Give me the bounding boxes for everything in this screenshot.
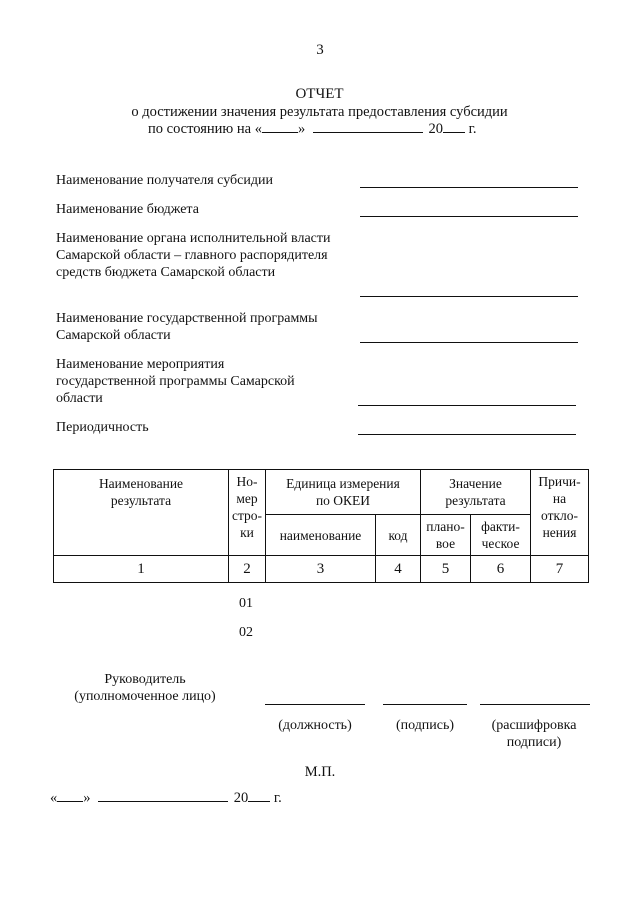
authority-label: Наименование органа исполнительной власти Самарской области – главного распорядителя средств бюджета Самарской области (56, 231, 331, 280)
position-blank[interactable] (265, 704, 365, 705)
date-year-blank[interactable] (248, 801, 270, 802)
state-year: 20 (428, 121, 443, 137)
date-close: » (83, 790, 91, 806)
recipient-blank[interactable] (360, 187, 578, 188)
position-caption: (должность) (278, 718, 352, 733)
program-label: Наименование государственной программы Самарской области (56, 311, 318, 343)
state-month-blank[interactable] (313, 132, 423, 133)
measure-label: Наименование мероприятия государственной программы Самарской области (56, 357, 295, 406)
header-row-number: Но-мер стро-ки (229, 470, 266, 556)
header-reason: Причи-на откло-нения (531, 470, 589, 556)
column-number: 6 (471, 556, 531, 583)
budget-label: Наименование бюджета (56, 202, 199, 217)
sign-date-line (50, 790, 282, 807)
recipient-label: Наименование получателя субсидии (56, 173, 273, 188)
head-sub-label: (уполномоченное лицо) (74, 689, 216, 704)
column-number: 3 (266, 556, 376, 583)
column-number: 5 (421, 556, 471, 583)
date-suffix: г. (273, 790, 282, 806)
state-prefix: по состоянию на « (148, 121, 262, 137)
column-number: 7 (531, 556, 589, 583)
date-month-blank[interactable] (98, 801, 228, 802)
state-year-blank[interactable] (443, 132, 465, 133)
state-day-blank[interactable] (262, 132, 298, 133)
results-table (53, 469, 589, 583)
header-value: Значение результата (421, 470, 531, 515)
report-date-line (148, 121, 477, 138)
program-blank[interactable] (360, 342, 578, 343)
measure-blank[interactable] (358, 405, 576, 406)
header-result-name: Наименование результата (54, 470, 229, 556)
column-number: 1 (54, 556, 229, 583)
header-unit: Единица измерения по ОКЕИ (266, 470, 421, 515)
header-actual: факти-ческое (471, 515, 531, 556)
periodicity-label: Периодичность (56, 420, 149, 435)
date-year: 20 (233, 790, 249, 806)
row-code: 02 (239, 625, 253, 640)
head-label: Руководитель (104, 672, 186, 687)
date-open: « (50, 790, 58, 806)
header-unit-code: код (376, 515, 421, 556)
decoding-caption: (расшифровка подписи) (491, 718, 577, 750)
state-suffix: г. (468, 121, 477, 137)
decoding-blank[interactable] (480, 704, 590, 705)
signature-caption: (подпись) (395, 718, 455, 733)
date-day-blank[interactable] (57, 801, 83, 802)
report-subtitle: о достижении значения результата предоставления субсидии (131, 104, 508, 120)
signature-blank[interactable] (383, 704, 467, 705)
state-quote-close: » (297, 121, 306, 137)
budget-blank[interactable] (360, 216, 578, 217)
row-code: 01 (239, 596, 253, 611)
column-number: 2 (229, 556, 266, 583)
column-number: 4 (376, 556, 421, 583)
authority-blank[interactable] (360, 296, 578, 297)
header-unit-name: наименование (266, 515, 376, 556)
periodicity-blank[interactable] (358, 434, 576, 435)
page-number: 3 (316, 42, 324, 58)
stamp-label: М.П. (304, 764, 336, 780)
report-title: ОТЧЕТ (295, 86, 344, 102)
header-planned: плано-вое (421, 515, 471, 556)
